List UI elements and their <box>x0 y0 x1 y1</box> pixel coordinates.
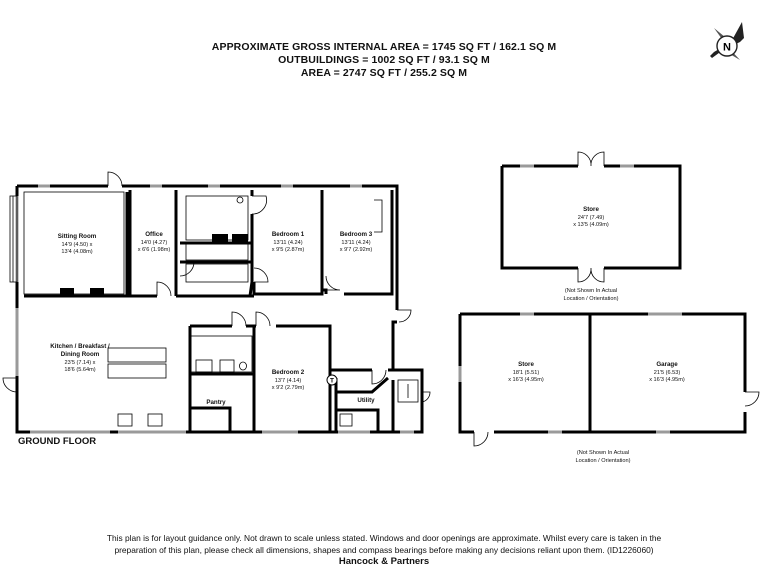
store-garage-walls <box>460 314 745 432</box>
note-not-shown-1a: (Not Shown In Actual <box>564 288 618 294</box>
bedroom2-label: Bedroom 2 <box>271 369 305 376</box>
bedroom1-label: Bedroom 1 <box>271 231 305 238</box>
office-dim2: x 6'6 (1.98m) <box>137 247 171 253</box>
garage-dim2: x 16'3 (4.95m) <box>649 377 685 383</box>
bedroom1-dim1: 13'11 (4.24) <box>273 240 303 246</box>
kitchen-dim1: 23'5 (7.14) x <box>64 360 96 366</box>
kitchen-label-1: Kitchen / Breakfast / <box>50 343 110 350</box>
floor-label: GROUND FLOOR <box>18 436 97 447</box>
disclaimer-line-1: This plan is for layout guidance only. Not drawn to scale unless stated. Windows and door openings are approximate. Whilst every care is taken in the <box>106 533 662 543</box>
pantry-label: Pantry <box>206 399 226 406</box>
store-garage-doors <box>474 392 759 446</box>
header-area: AREA = 2747 SQ FT / 255.2 SQ M <box>300 67 468 79</box>
agent-name: Hancock & Partners <box>338 556 430 567</box>
store2-dim2: x 16'3 (4.95m) <box>508 377 544 383</box>
sitting-room-dim1: 14'9 (4.50) x <box>61 242 93 248</box>
kitchen-dim2: 18'6 (5.64m) <box>64 367 96 373</box>
note-not-shown-1b: Location / Orientation) <box>563 296 619 302</box>
bedroom3-label: Bedroom 3 <box>339 231 373 238</box>
disclaimer <box>60 533 708 556</box>
bedroom2-dim1: 13'7 (4.14) <box>274 378 302 384</box>
disclaimer-line-2: preparation of this plan, please check all dimensions, shapes and compass bearings before making any decisions reliant upon them. (ID1226060) <box>114 544 654 555</box>
store-garage-windows <box>460 314 682 432</box>
kitchen-label-2: Dining Room <box>60 351 100 358</box>
store2-dim1: 18'1 (5.51) <box>512 370 540 376</box>
store2-label: Store <box>518 361 534 368</box>
header-outbuildings: OUTBUILDINGS = 1002 SQ FT / 93.1 SQ M <box>278 54 490 66</box>
store1-dim1: 24'7 (7.49) <box>577 215 605 221</box>
store1-dim2: x 13'5 (4.09m) <box>573 222 609 228</box>
house-windows <box>17 186 414 432</box>
house-walls <box>17 186 422 432</box>
compass-letter: N <box>723 41 731 54</box>
office-dim1: 14'0 (4.27) <box>140 240 168 246</box>
sitting-room-dim2: 13'4 (4.08m) <box>61 249 93 255</box>
sitting-room-label: Sitting Room <box>57 233 97 240</box>
store1-label: Store <box>583 206 599 213</box>
office-label: Office <box>145 231 163 238</box>
bedroom2-dim2: x 9'2 (2.79m) <box>271 385 305 391</box>
garage-label: Garage <box>656 361 678 368</box>
compass-icon <box>710 22 744 60</box>
bedroom3-dim2: x 9'7 (2.92m) <box>339 247 373 253</box>
bedroom1-dim2: x 9'5 (2.87m) <box>271 247 305 253</box>
note-not-shown-2b: Location / Orientation) <box>575 458 631 464</box>
garage-dim1: 21'5 (6.53) <box>653 370 681 376</box>
tank-label: T <box>330 377 334 385</box>
note-not-shown-2a: (Not Shown In Actual <box>576 450 630 456</box>
utility-label: Utility <box>357 397 375 404</box>
header-area-total: APPROXIMATE GROSS INTERNAL AREA = 1745 SQ FT / 162.1 SQ M <box>211 41 557 53</box>
bedroom3-dim1: 13'11 (4.24) <box>341 240 371 246</box>
